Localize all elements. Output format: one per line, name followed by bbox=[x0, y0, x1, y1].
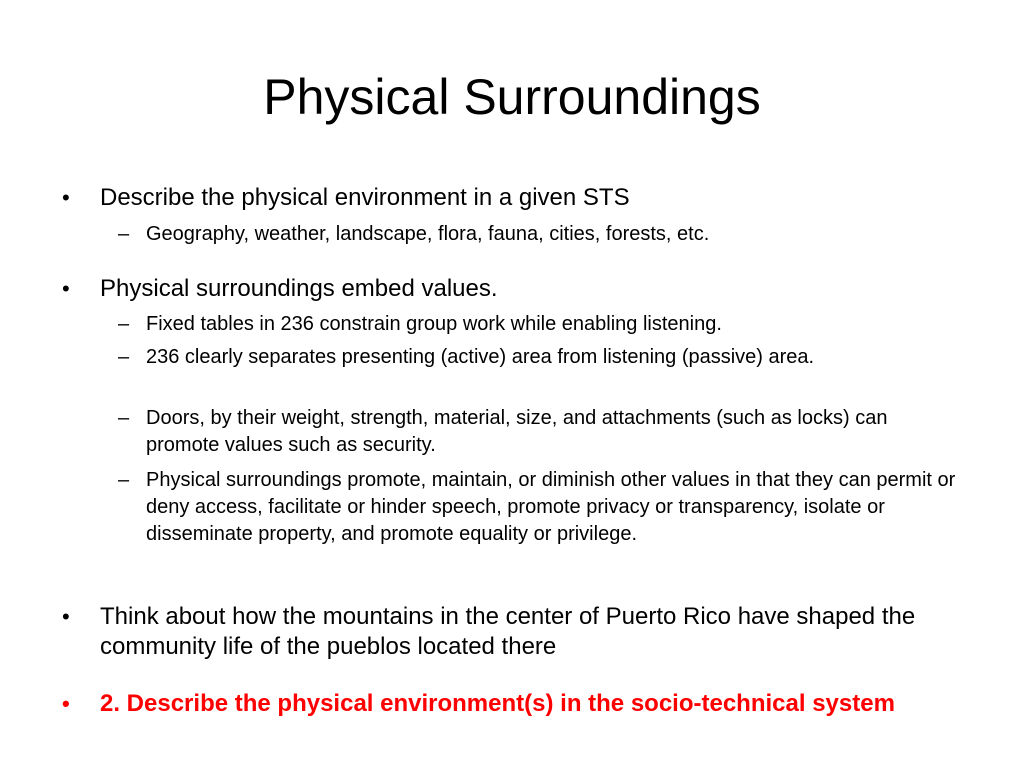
sub-bullet-item: 236 clearly separates presenting (active) area from listening (passive) area. bbox=[146, 346, 815, 368]
sub-bullet-marker: – bbox=[118, 346, 130, 368]
bullet-item-3: Think about how the mountains in the center of Puerto Rico have shaped the community life of the pueblos located there bbox=[100, 603, 916, 660]
bullet-item-2: Physical surroundings embed values. bbox=[100, 275, 498, 302]
sub-bullet-item: Fixed tables in 236 constrain group work while enabling listening. bbox=[146, 313, 722, 335]
bullet-marker: • bbox=[62, 276, 70, 301]
sub-bullet-marker: – bbox=[118, 469, 130, 491]
bullet-item-1: Describe the physical environment in a given STS bbox=[100, 184, 630, 211]
bullet-marker: • bbox=[62, 604, 70, 629]
sub-bullet-item: Doors, by their weight, strength, material, size, and attachments (such as locks) can promote values such as security. bbox=[146, 407, 888, 456]
sub-bullet-item: Geography, weather, landscape, flora, fauna, cities, forests, etc. bbox=[146, 223, 710, 245]
sub-bullet-marker: – bbox=[118, 313, 130, 335]
bullet-marker-red: • bbox=[62, 691, 70, 716]
sub-bullet-item: Physical surroundings promote, maintain, or diminish other values in that they can permit or deny access, facilitate or hinder speech, promote privacy or transparency, isolate or disseminate property, and promote equality or privilege. bbox=[146, 469, 956, 545]
bullet-marker: • bbox=[62, 185, 70, 210]
sub-bullet-marker: – bbox=[118, 407, 130, 429]
bullet-item-4: 2. Describe the physical environment(s) in the socio-technical system bbox=[100, 690, 895, 717]
sub-bullet-marker: – bbox=[118, 223, 130, 245]
slide-title: Physical Surroundings bbox=[263, 69, 761, 125]
